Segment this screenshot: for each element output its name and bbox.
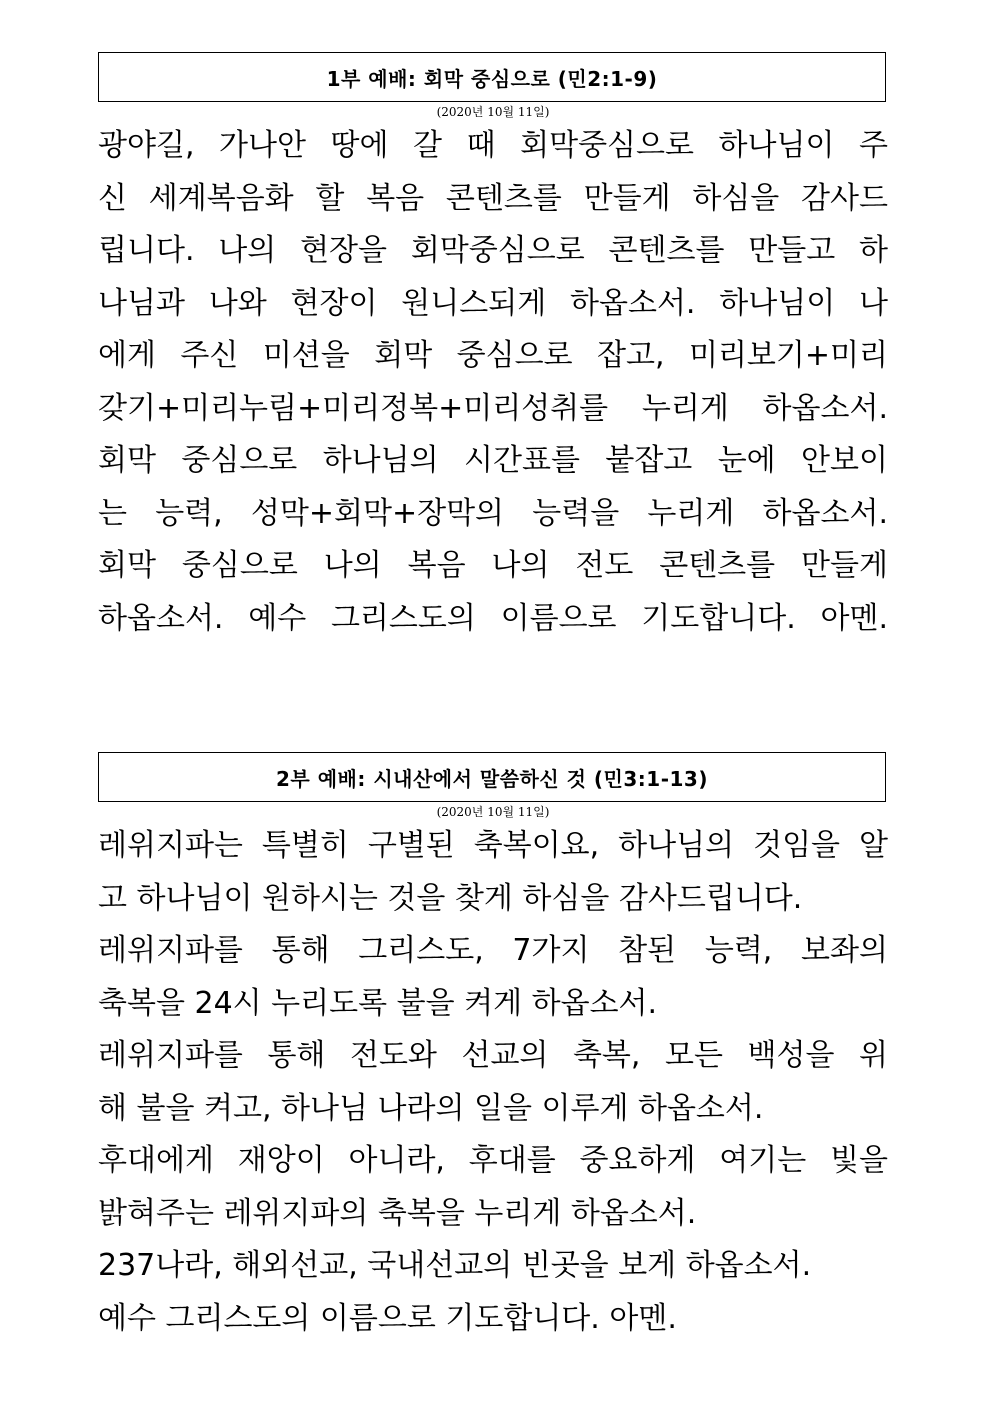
prayer-line: 하옵소서. 예수 그리스도의 이름으로 기도합니다. 아멘. xyxy=(98,600,888,636)
prayer-line: 에게 주신 미션을 회막 중심으로 잡고, 미리보기+미리 xyxy=(98,338,888,373)
prayer-line: 갖기+미리누림+미리정복+미리성취를 누리게 하옵소서. xyxy=(98,390,888,426)
section-second-service xyxy=(98,752,888,1345)
prayer-line: 해 불을 켜고, 하나님 나라의 일을 이루게 하옵소서. xyxy=(98,1090,764,1126)
section-first-service xyxy=(98,52,888,645)
prayer-line: 광야길, 가나안 땅에 갈 때 회막중심으로 하나님이 주 xyxy=(98,128,888,163)
section-title-box xyxy=(98,52,886,102)
section-date: (2020년 10월 11일) xyxy=(436,105,550,119)
section-title-box xyxy=(98,752,886,802)
prayer-line: 신 세계복음화 할 복음 콘텐츠를 만들게 하심을 감사드 xyxy=(98,180,888,216)
prayer-line: 고 하나님이 원하시는 것을 찾게 하심을 감사드립니다. xyxy=(98,880,803,916)
prayer-line: 밝혀주는 레위지파의 축복을 누리게 하옵소서. xyxy=(98,1195,697,1231)
prayer-line: 나님과 나와 현장이 원니스되게 하옵소서. 하나님이 나 xyxy=(98,285,888,321)
prayer-line: 후대에게 재앙이 아니라, 후대를 중요하게 여기는 빛을 xyxy=(98,1143,888,1178)
prayer-text xyxy=(98,820,888,1345)
prayer-line: 레위지파를 통해 그리스도, 7가지 참된 능력, 보좌의 xyxy=(98,933,888,968)
prayer-line: 회막 중심으로 하나님의 시간표를 붙잡고 눈에 안보이 xyxy=(98,443,888,478)
prayer-text xyxy=(98,120,888,645)
prayer-line: 회막 중심으로 나의 복음 나의 전도 콘텐츠를 만들게 xyxy=(98,548,888,583)
section-title: 2부 예배: 시내산에서 말씀하신 것 (민3:1-13) xyxy=(276,766,708,791)
prayer-line: 는 능력, 성막+회막+장막의 능력을 누리게 하옵소서. xyxy=(98,495,888,531)
prayer-line: 237나라, 해외선교, 국내선교의 빈곳을 보게 하옵소서. xyxy=(98,1248,812,1283)
prayer-line: 축복을 24시 누리도록 불을 켜게 하옵소서. xyxy=(98,985,658,1021)
prayer-line: 예수 그리스도의 이름으로 기도합니다. 아멘. xyxy=(98,1300,677,1336)
section-title: 1부 예배: 회막 중심으로 (민2:1-9) xyxy=(326,66,658,91)
prayer-line: 립니다. 나의 현장을 회막중심으로 콘텐츠를 만들고 하 xyxy=(98,233,888,268)
prayer-line: 레위지파는 특별히 구별된 축복이요, 하나님의 것임을 알 xyxy=(98,828,888,863)
prayer-line: 레위지파를 통해 전도와 선교의 축복, 모든 백성을 위 xyxy=(98,1038,888,1073)
section-date: (2020년 10월 11일) xyxy=(436,805,550,819)
